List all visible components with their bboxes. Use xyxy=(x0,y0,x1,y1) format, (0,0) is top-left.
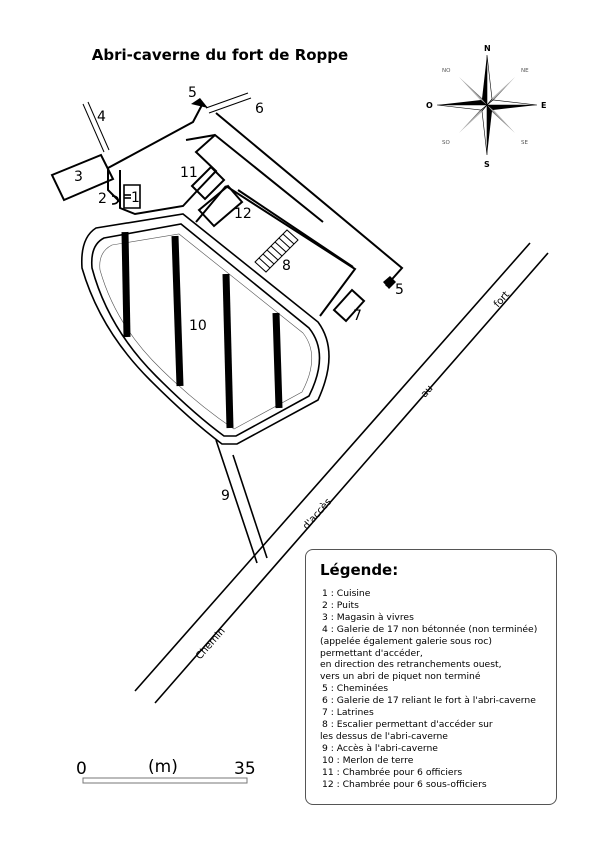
label-3: 3 xyxy=(74,169,83,185)
label-10: 10 xyxy=(189,318,207,334)
legend-item: 2 : Puits xyxy=(322,599,359,611)
compass-s: S xyxy=(484,160,490,169)
legend-item: vers un abri de piquet non terminé xyxy=(320,671,481,683)
label-6: 6 xyxy=(255,101,264,117)
chimneys xyxy=(191,98,396,289)
legend-list xyxy=(322,588,537,790)
stairs-8 xyxy=(255,230,298,272)
legend-item: 7 : Latrines xyxy=(322,707,374,719)
compass-se: SE xyxy=(521,140,528,146)
label-11: 11 xyxy=(180,165,198,181)
road-word-2: d'accès xyxy=(301,496,335,532)
label-8: 8 xyxy=(282,258,291,274)
label-5a: 5 xyxy=(188,85,197,101)
label-5b: 5 xyxy=(395,282,404,298)
scale-end: 35 xyxy=(234,759,256,779)
label-2: 2 xyxy=(98,191,107,207)
label-4: 4 xyxy=(97,109,106,125)
compass-e: E xyxy=(541,101,547,110)
label-1: 1 xyxy=(131,190,140,206)
scale-unit: (m) xyxy=(148,757,178,777)
legend-item: 9 : Accès à l'abri-caverne xyxy=(322,742,438,754)
road-word-4: fort xyxy=(492,289,512,310)
scale-start: 0 xyxy=(76,759,87,779)
compass-o: O xyxy=(426,101,433,110)
legend-item: 12 : Chambrée pour 6 sous-officiers xyxy=(322,778,487,790)
compass-no: NO xyxy=(442,68,451,74)
legend-item: permettant d'accéder, xyxy=(320,647,423,659)
compass-so: SO xyxy=(442,140,450,146)
legend-item: 10 : Merlon de terre xyxy=(322,754,414,766)
gallery-6 xyxy=(206,93,251,113)
scale-bar xyxy=(76,757,256,783)
legend-item: en direction des retranchements ouest, xyxy=(320,659,502,671)
legend xyxy=(305,549,557,805)
legend-title: Légende: xyxy=(320,561,399,579)
legend-item: (appelée également galerie sous roc) xyxy=(320,635,492,647)
compass-rose xyxy=(426,44,546,169)
legend-item: 3 : Magasin à vivres xyxy=(322,611,414,623)
road-word-3: au xyxy=(419,383,436,400)
legend-item: 11 : Chambrée pour 6 officiers xyxy=(322,766,463,778)
compass-ne: NE xyxy=(521,68,529,74)
diagram-title: Abri-caverne du fort de Roppe xyxy=(91,46,349,64)
legend-item: 8 : Escalier permettant d'accéder sur xyxy=(322,718,493,730)
legend-item: 1 : Cuisine xyxy=(322,588,371,599)
compass-n: N xyxy=(484,44,491,53)
legend-item: 5 : Cheminées xyxy=(322,683,389,695)
legend-item: 6 : Galerie de 17 reliant le fort à l'abri-caverne xyxy=(322,695,536,707)
road-word-1: Chemin xyxy=(194,625,228,662)
label-9: 9 xyxy=(221,488,230,504)
legend-item: les dessus de l'abri-caverne xyxy=(320,730,448,742)
label-7: 7 xyxy=(353,308,362,324)
legend-item: 4 : Galerie de 17 non bétonnée (non terminée) xyxy=(322,623,538,635)
label-12: 12 xyxy=(234,206,252,222)
